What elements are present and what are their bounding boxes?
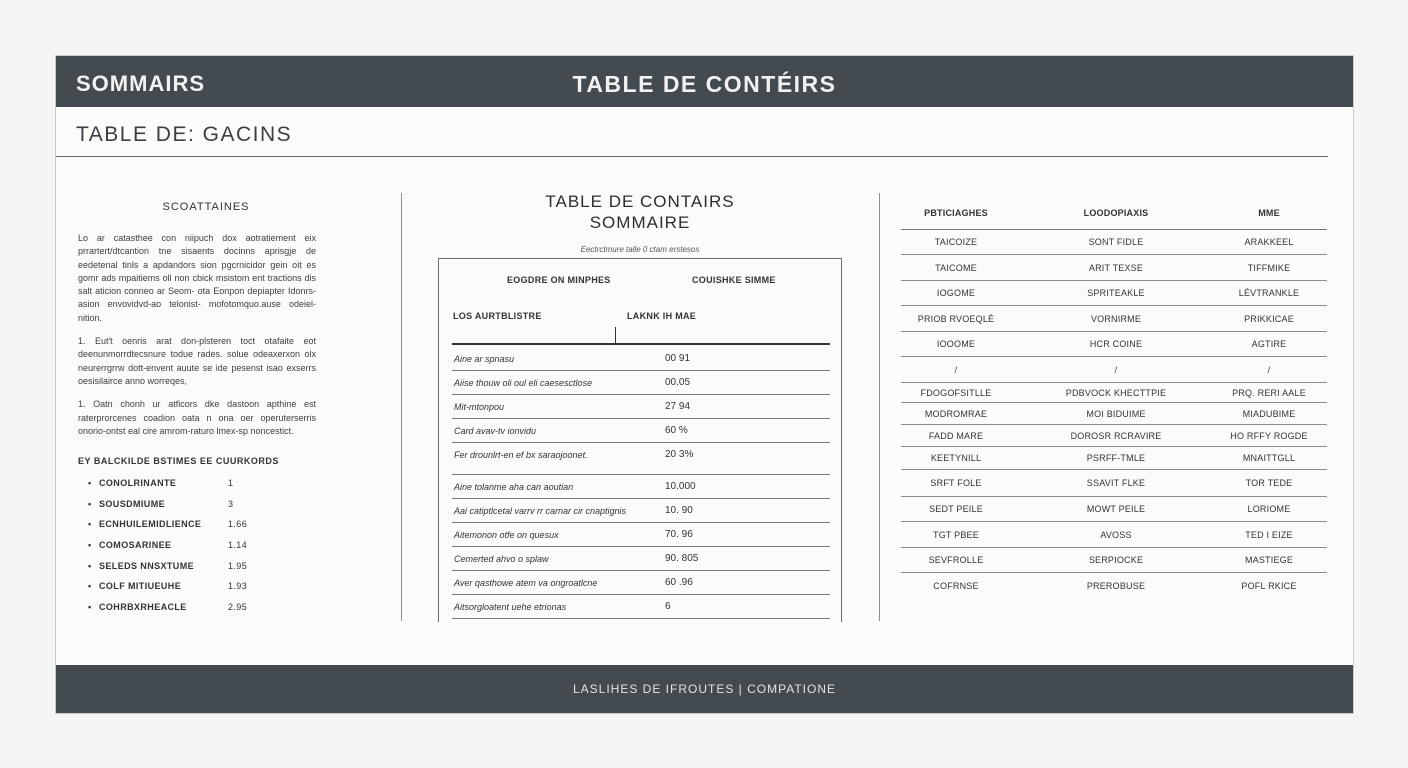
list-item-label: ECNHUILEMIDLIENCE [99,519,202,530]
table-cell: MOWT PEILE [1086,504,1146,514]
row-value: 60 % [665,425,688,436]
list-item-label: COLF MITIUEUHE [99,581,182,592]
table-cell: PRQ. RERI AALE [1232,388,1306,398]
list-item: • ECNHUILEMIDLIENCE 1.66 [88,519,248,530]
table-cell: TED I EIZE [1245,530,1293,540]
table-cell: HO RFFY ROGDE [1230,431,1308,441]
row-value: 00.05 [665,377,691,388]
list-item: • COHRBXRHEACLE 2.95 [88,601,248,612]
table-cell: ARIT TEXSE [1088,263,1144,273]
table-cell: AVOSS [1100,530,1132,540]
table-row [901,306,1327,332]
section-divider [56,156,1328,157]
table-cell: TAICOME [935,263,977,273]
row-value: 60 .96 [665,577,693,588]
middle-caption: Eectrctmure talle 0 ctam erstesos [580,245,700,254]
column-header: MME [1258,208,1280,218]
table-cell: MIADUBIME [1242,409,1296,419]
table-cell: / [954,365,958,375]
table-row [901,425,1327,447]
row-name: Aitemonon otfe on quesux [454,530,559,540]
column-divider-left [401,193,402,621]
table-row [901,357,1327,383]
row-value: 70. 96 [665,529,693,540]
middle-column [437,191,843,612]
table-row [901,403,1327,425]
table-row [901,497,1327,522]
table-row [901,548,1327,573]
list-item-label: CONOLRINANTE [99,478,177,489]
header-tick [615,327,616,344]
list-heading: EY BALCKILDE BSTIMES EE CUURKORDS [78,456,279,467]
list-item-value: 1.14 [228,539,248,550]
list-item: • COMOSARINEE 1.14 [88,539,248,550]
table-cell: COFRNSE [933,581,979,591]
table-cell: TOR TEDE [1245,478,1293,488]
row-name: Fer drounlrt-en ef bx saraojoonet. [454,450,588,460]
row-name: Aver qasthowe atem va ongroatlcne [454,578,598,588]
table-cell: FADD MARE [928,431,984,441]
table-row [901,230,1327,255]
table-cell: MOI BIDUIME [1086,409,1146,419]
left-column-title: SCOATTAINES [162,201,250,213]
middle-title-line-2: SOMMAIRE [589,213,691,232]
right-table-body [901,230,1327,599]
table-row [901,573,1327,599]
table-subheader: LAKNK IH MAE [627,311,697,321]
row-name: Mit-mtonpou [454,402,505,412]
middle-title [437,191,843,233]
list-item: • COLF MITIUEUHE 1.93 [88,581,248,592]
table-row [452,443,830,475]
list-item-label: COMOSARINEE [99,539,172,550]
row-value: 10.000 [665,481,696,492]
table-cell: KEETYNILL [930,453,982,463]
brand-title: SOMMAIRS [76,71,205,96]
table-cell: PRIKKICAE [1244,314,1294,324]
list-item-label: SELEDS NNSXTUME [99,560,195,571]
row-value: 27 94 [665,401,691,412]
table-cell: SERPIOCKE [1088,555,1144,565]
list-item: • CONOLRINANTE 1 [88,478,234,489]
table-cell: SEVFROLLE [928,555,984,565]
table-subheader: LOS AURTBLISTRE [453,311,542,321]
right-column [901,204,1327,599]
row-value: 6 [665,601,671,612]
top-bar [56,56,1353,107]
list-item-value: 1.66 [228,519,248,530]
table-row [452,347,830,371]
table-cell: SRFT FOLE [930,478,982,488]
table-row [452,475,830,499]
table-cell: MNAITTGLL [1242,453,1296,463]
table-cell: TAICOIZE [934,237,978,247]
table-cell: SEDT PEILE [929,504,983,514]
table-cell: IOGOME [936,288,976,298]
table-header-rule [452,343,830,345]
table-cell: PSRFF-TMLE [1086,453,1146,463]
table-cell: / [1114,365,1118,375]
summary-list [78,478,316,622]
column-divider-right [879,193,880,621]
table-cell: PRIOB RVOEQLÉ [917,314,995,324]
table-cell: HCR COINE [1089,339,1143,349]
table-row [452,547,830,571]
table-cell: MODROMRAE [924,409,988,419]
table-cell: SSAVIT FLKE [1086,478,1146,488]
table-cell: ARAKKEEL [1244,237,1294,247]
column-header: PBTICIAGHES [924,208,988,218]
row-value: 90. 805 [665,553,699,564]
table-row [452,419,830,443]
row-name: Aitsorgloatent uehe etrionas [454,602,567,612]
page-title: TABLE DE CONTÉIRS [572,71,837,97]
summary-table [438,258,842,622]
left-column [78,201,316,622]
table-cell: LORIOME [1247,504,1291,514]
table-row [901,447,1327,470]
footer-text: LASLIHES DE IFROUTES | COMPATIONE [572,682,837,696]
footer-bar [56,665,1353,713]
table-cell: TIFFMIKE [1247,263,1291,273]
list-item-value: 1.93 [228,581,248,592]
row-value: 10. 90 [665,505,693,516]
table-cell: AGTIRE [1251,339,1287,349]
row-name: Aine ar spnasu [454,354,515,364]
section-heading: TABLE DE: GACINS [76,123,293,146]
list-item-label: COHRBXRHEACLE [99,601,187,612]
table-row [901,255,1327,281]
table-row [452,395,830,419]
table-cell: FDOGOFSITLLE [920,388,992,398]
table-cell: PDBVOCK KHECTTPIE [1065,388,1167,398]
table-cell: / [1267,365,1271,375]
table-cell: PREROBUSE [1086,581,1146,591]
right-table-header [901,204,1327,230]
list-item-value: 3 [228,498,234,509]
middle-title-line-1: TABLE DE CONTAIRS [545,192,735,211]
table-column-header: COUISHKE SIMME [692,275,776,285]
list-item-value: 1 [228,478,234,489]
intro-paragraph: Lo ar catasthee con niipuch dox aotratiement eix prrartert/dtcantion tne sisaents docinns aprisgje de eedetenal tinls a apdandors sion pgcrnicidor gein oit es gomr ads mpaitiems oll non cbick msistom ent tractions dis salt aticion conneo ar Seom- ota Eonpon depiapter Idonrs-asion envovidvd-ao telonist- mofotomquo.ause odeiel-nition. [78,233,316,323]
table-row [452,499,830,523]
table-cell: SPRITEAKLE [1087,288,1145,298]
numbered-paragraph-1: 1. Eut't oenris arat don-plsteren toct otafaite eot deenunmorrdtecsnure todue rades. solue odeaxerxon olx neurerrgrrw dott-envent auute se ide pesenst isao exserrs oesisilairce anno worreqes, [78,336,316,386]
table-cell: POFL RKICE [1241,581,1297,591]
table-column-header: EOGDRE ON MINPHES [507,275,611,285]
list-item: • SELEDS NNSXTUME 1.95 [88,560,248,571]
document-frame [55,55,1354,714]
row-name: Aine tolanme aha can aoutian [454,482,574,492]
table-row [452,523,830,547]
list-item: • SOUSDMIUME 3 [88,498,234,509]
list-item-value: 2.95 [228,601,248,612]
table-cell: TGT PBEE [933,530,979,540]
numbered-paragraph-2: 1. Oatn chonh ur atficors dke dastoon apthine est raterprorcenes coadion oata n ona oer operuterserris onorio-ontst eal cire amrom-raturo lmex-sp noncestict. [78,399,316,436]
table-row [901,332,1327,357]
row-name: Card avav-tv ionvidu [454,426,537,436]
row-name: Aai catiptlcetal varrv rr carnar cir cnaptignis [454,506,627,516]
table-row [901,281,1327,306]
table-cell: VORNIRME [1090,314,1142,324]
row-name: Aiise thouw oli oul eli caesesctlose [454,378,593,388]
table-cell: DOROSR RCRAVIRE [1070,431,1162,441]
table-cell: LÉVTRANKLE [1238,288,1300,298]
table-row [901,383,1327,403]
list-item-label: SOUSDMIUME [99,498,166,509]
column-header: LOODOPIAXIS [1083,208,1149,218]
row-value: 00 91 [665,353,691,364]
row-value: 20 3% [665,449,694,460]
table-cell: IOOOME [936,339,976,349]
table-row [901,470,1327,497]
table-cell: MASTIEGE [1244,555,1294,565]
table-row [452,571,830,595]
table-row [901,522,1327,548]
table-cell: SONT FIDLE [1088,237,1144,247]
row-name: Cemerted ahvo o splaw [454,554,549,564]
table-row [452,595,830,619]
list-item-value: 1.95 [228,560,248,571]
table-row [452,371,830,395]
